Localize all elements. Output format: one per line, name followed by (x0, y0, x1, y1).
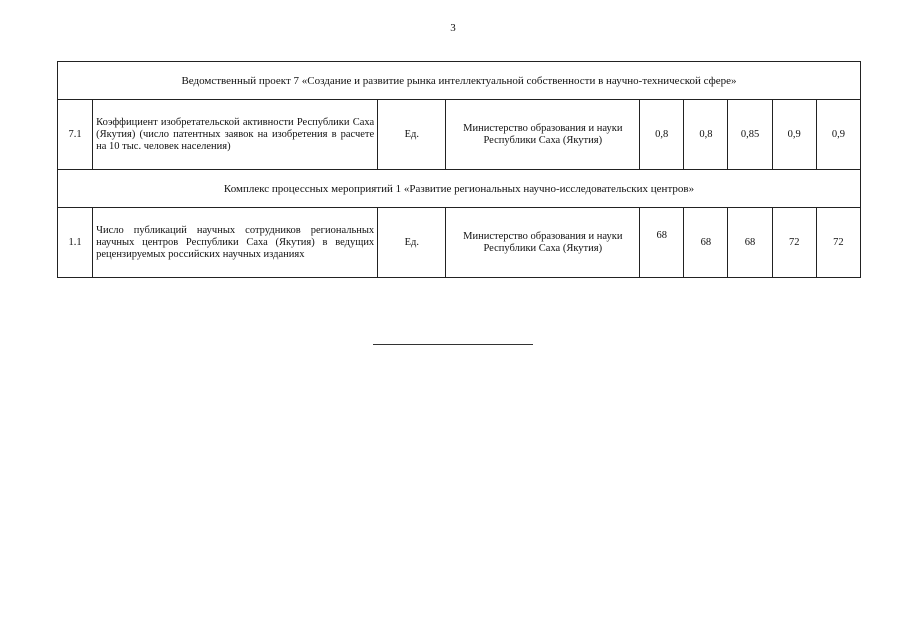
responsible-org: Министерство образования и науки Республики Саха (Якутия) (446, 208, 640, 278)
value-cell: 0,9 (772, 100, 816, 170)
page-number: 3 (450, 22, 456, 34)
value-cell: 68 (728, 208, 772, 278)
value-cell: 0,9 (816, 100, 860, 170)
table-row (58, 100, 861, 170)
responsible-org: Министерство образования и науки Республики Саха (Якутия) (446, 100, 640, 170)
section-header-row (58, 170, 861, 208)
table-row (58, 208, 861, 278)
unit-cell: Ед. (378, 208, 446, 278)
value-cell: 0,8 (684, 100, 728, 170)
section-header-row (58, 62, 861, 100)
value-cell: 0,8 (640, 100, 684, 170)
value-cell: 68 (640, 208, 684, 278)
value-cell: 72 (772, 208, 816, 278)
indicator-name: Коэффициент изобретательской активности Республики Саха (Якутия) (число патентных заявок на изобретения в расчете на 10 тыс. человек населения) (93, 100, 378, 170)
value-cell: 72 (816, 208, 860, 278)
section-title: Комплекс процессных мероприятий 1 «Развитие региональных научно-исследовательских центров» (58, 170, 861, 208)
indicator-name: Число публикаций научных сотрудников региональных научных центров Республики Саха (Якутия) в ведущих рецензируемых российских научных изданиях (93, 208, 378, 278)
indicators-table (57, 61, 861, 278)
value-cell: 0,85 (728, 100, 772, 170)
footer-divider (373, 344, 533, 345)
value-cell: 68 (684, 208, 728, 278)
unit-cell: Ед. (378, 100, 446, 170)
section-title: Ведомственный проект 7 «Создание и развитие рынка интеллектуальной собственности в научно-технической сфере» (58, 62, 861, 100)
row-number: 7.1 (58, 100, 93, 170)
row-number: 1.1 (58, 208, 93, 278)
